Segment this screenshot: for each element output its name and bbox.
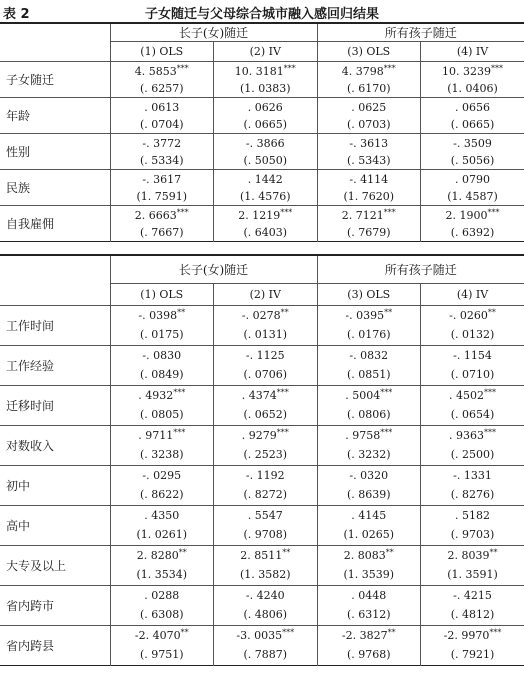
coefficient-value: -. 0278 (241, 309, 281, 323)
standard-error-cell: (. 0665) (421, 116, 524, 134)
row-label: 初中 (0, 465, 110, 505)
coefficient-value: -. 4114 (349, 172, 389, 186)
coefficient-value: 10. 3239 (442, 64, 491, 78)
standard-error-cell: (. 0132) (421, 325, 524, 345)
row-label: 迁移时间 (0, 385, 110, 425)
coefficient-value: . 9363 (449, 429, 484, 443)
coefficient-value: -2. 3827 (341, 629, 388, 643)
table-body (0, 62, 524, 242)
coefficient-cell (317, 206, 421, 224)
coefficient-value: 2. 7121 (341, 208, 384, 222)
coefficient-cell (214, 465, 318, 485)
significance-stars: *** (176, 63, 189, 73)
standard-error-cell: (. 9703) (421, 525, 524, 545)
coefficient-cell (421, 465, 524, 485)
row-label: 工作经验 (0, 345, 110, 385)
standard-error-cell: (1. 3582) (214, 565, 318, 585)
coefficient-cell (317, 625, 421, 645)
standard-error-cell: (. 7921) (421, 645, 524, 665)
table-body (0, 305, 524, 665)
standard-error-cell: (1. 7620) (317, 188, 421, 206)
coefficient-value: . 1442 (247, 172, 283, 186)
standard-error-cell: (. 3232) (317, 445, 421, 465)
table-row (0, 305, 524, 325)
coefficient-value: -. 3509 (453, 136, 492, 150)
coefficient-value: -. 0295 (142, 469, 182, 483)
row-label: 民族 (0, 170, 110, 206)
model-header: (3) OLS (317, 42, 421, 62)
coefficient-cell (421, 425, 524, 445)
coefficient-cell (214, 505, 318, 525)
coefficient-cell (214, 385, 318, 405)
standard-error-cell: (. 5056) (421, 152, 524, 170)
coefficient-cell (317, 545, 421, 565)
coefficient-value: . 4502 (449, 389, 484, 403)
row-label: 性别 (0, 134, 110, 170)
significance-stars: *** (280, 207, 293, 217)
standard-error-cell: (. 3238) (110, 445, 214, 465)
row-label: 工作时间 (0, 305, 110, 345)
standard-error-cell: (. 9708) (214, 525, 318, 545)
coefficient-value: 4. 3798 (341, 64, 384, 78)
standard-error-cell: (1. 0261) (110, 525, 214, 545)
coefficient-cell (317, 62, 421, 80)
group-header-all: 所有孩子随迁 (317, 23, 524, 42)
coefficient-cell (214, 545, 318, 565)
standard-error-cell: (. 0131) (214, 325, 318, 345)
significance-stars: *** (173, 428, 186, 438)
standard-error-cell: (. 0805) (110, 405, 214, 425)
standard-error-cell: (. 8622) (110, 485, 214, 505)
coefficient-cell (214, 206, 318, 224)
coefficient-value: 2. 8083 (343, 549, 386, 563)
standard-error-cell: (. 4812) (421, 605, 524, 625)
coefficient-value: -. 4215 (453, 589, 492, 603)
table-row (0, 385, 524, 405)
significance-stars: ** (180, 628, 189, 638)
group-header-all: 所有孩子随迁 (317, 255, 524, 283)
table-row (0, 62, 524, 80)
row-label: 子女随迁 (0, 62, 110, 98)
coefficient-value: . 9711 (138, 429, 174, 443)
coefficient-value: -. 1154 (453, 349, 492, 363)
group-header-eldest: 长子(女)随迁 (110, 23, 317, 42)
coefficient-value: . 0625 (351, 100, 387, 114)
standard-error-cell: (. 6392) (421, 224, 524, 242)
significance-stars: *** (173, 388, 186, 398)
standard-error-cell: (1. 0406) (421, 80, 524, 98)
coefficient-value: -. 3772 (142, 136, 182, 150)
coefficient-value: -. 1125 (245, 349, 285, 363)
coefficient-cell (317, 134, 421, 152)
standard-error-cell: (. 9751) (110, 645, 214, 665)
model-header: (4) IV (421, 42, 524, 62)
coefficient-value: -. 0830 (142, 349, 182, 363)
coefficient-value: -. 3866 (245, 136, 285, 150)
coefficient-value: -2. 4070 (134, 629, 181, 643)
significance-stars: *** (487, 207, 500, 217)
table-row (0, 585, 524, 605)
standard-error-cell: (. 7679) (317, 224, 421, 242)
significance-stars: *** (491, 63, 503, 73)
coefficient-value: 2. 1900 (445, 208, 488, 222)
significance-stars: *** (489, 628, 502, 638)
coefficient-value: -. 0260 (449, 309, 488, 323)
table-title: 子女随迁与父母综合城市融入感回归结果 (144, 7, 379, 22)
coefficient-cell (110, 425, 214, 445)
standard-error-cell: (. 0704) (110, 116, 214, 134)
standard-error-cell: (. 5334) (110, 152, 214, 170)
coefficient-value: . 4350 (144, 509, 180, 523)
model-header: (2) IV (214, 42, 318, 62)
coefficient-value: 10. 3181 (234, 64, 284, 78)
coefficient-cell (214, 98, 318, 116)
standard-error-cell: (. 2500) (421, 445, 524, 465)
coefficient-cell (317, 305, 421, 325)
coefficient-cell (421, 585, 524, 605)
coefficient-value: . 4374 (241, 389, 277, 403)
coefficient-value: 2. 8511 (240, 549, 283, 563)
group-header-eldest: 长子(女)随迁 (110, 255, 317, 283)
standard-error-cell: (. 0851) (317, 365, 421, 385)
table-row (0, 545, 524, 565)
coefficient-cell (214, 134, 318, 152)
coefficient-cell (110, 98, 214, 116)
coefficient-cell (421, 98, 524, 116)
row-label: 省内跨县 (0, 625, 110, 665)
stub-header (0, 42, 110, 62)
coefficient-value: . 5004 (345, 389, 381, 403)
coefficient-cell (317, 170, 421, 188)
significance-stars: ** (282, 548, 291, 558)
coefficient-value: -. 1331 (453, 469, 492, 483)
coefficient-value: . 0448 (351, 589, 387, 603)
significance-stars: ** (385, 548, 394, 558)
coefficient-cell (317, 98, 421, 116)
coefficient-cell (421, 62, 524, 80)
coefficient-cell (110, 170, 214, 188)
coefficient-value: . 0288 (144, 589, 180, 603)
coefficient-value: 2. 1219 (238, 208, 281, 222)
standard-error-cell: (1. 3539) (317, 565, 421, 585)
coefficient-cell (421, 385, 524, 405)
standard-error-cell: (. 6403) (214, 224, 318, 242)
significance-stars: *** (484, 388, 496, 398)
stub-header (0, 283, 110, 305)
table-row (0, 98, 524, 116)
standard-error-cell: (. 0849) (110, 365, 214, 385)
standard-error-cell: (. 5050) (214, 152, 318, 170)
coefficient-cell (421, 206, 524, 224)
significance-stars: *** (380, 388, 393, 398)
significance-stars: *** (383, 63, 396, 73)
table-row (0, 425, 524, 445)
row-label: 对数收入 (0, 425, 110, 465)
standard-error-cell: (. 2523) (214, 445, 318, 465)
standard-error-cell: (. 0706) (214, 365, 318, 385)
standard-error-cell: (. 6308) (110, 605, 214, 625)
coefficient-cell (421, 305, 524, 325)
coefficient-cell (421, 134, 524, 152)
significance-stars: *** (276, 428, 289, 438)
coefficient-cell (421, 170, 524, 188)
coefficient-value: . 5182 (455, 509, 490, 523)
standard-error-cell: (. 6170) (317, 80, 421, 98)
coefficient-cell (421, 505, 524, 525)
row-label: 省内跨市 (0, 585, 110, 625)
coefficient-value: -. 3617 (142, 172, 182, 186)
coefficient-value: -2. 9970 (443, 629, 490, 643)
coefficient-cell (110, 505, 214, 525)
significance-stars: *** (383, 207, 396, 217)
significance-stars: ** (178, 548, 187, 558)
coefficient-cell (214, 425, 318, 445)
coefficient-value: -. 0398 (138, 309, 178, 323)
coefficient-value: 2. 6663 (134, 208, 177, 222)
coefficient-cell (214, 625, 318, 645)
coefficient-cell (214, 585, 318, 605)
coefficient-cell (110, 625, 214, 645)
coefficient-cell (110, 62, 214, 80)
significance-stars: ** (489, 548, 498, 558)
coefficient-value: 4. 5853 (134, 64, 177, 78)
standard-error-cell: (. 7667) (110, 224, 214, 242)
significance-stars: *** (276, 388, 289, 398)
coefficient-value: . 4145 (351, 509, 387, 523)
standard-error-cell: (. 8639) (317, 485, 421, 505)
standard-error-cell: (1. 0265) (317, 525, 421, 545)
standard-error-cell: (. 7887) (214, 645, 318, 665)
standard-error-cell: (1. 0383) (214, 80, 318, 98)
standard-error-cell: (. 8272) (214, 485, 318, 505)
standard-error-cell: (. 0654) (421, 405, 524, 425)
standard-error-cell: (. 5343) (317, 152, 421, 170)
significance-stars: ** (387, 628, 396, 638)
coefficient-value: . 0626 (247, 100, 283, 114)
standard-error-cell: (1. 4587) (421, 188, 524, 206)
table-row (0, 134, 524, 152)
standard-error-cell: (. 0176) (317, 325, 421, 345)
model-header: (4) IV (421, 283, 524, 305)
significance-stars: *** (283, 63, 296, 73)
table-row (0, 170, 524, 188)
row-label: 高中 (0, 505, 110, 545)
coefficient-cell (110, 585, 214, 605)
standard-error-cell: (. 8276) (421, 485, 524, 505)
significance-stars: *** (484, 428, 496, 438)
coefficient-value: -. 1192 (245, 469, 285, 483)
coefficient-value: . 9758 (345, 429, 381, 443)
coefficient-cell (110, 305, 214, 325)
coefficient-cell (110, 465, 214, 485)
significance-stars: ** (384, 308, 393, 318)
coefficient-cell (421, 345, 524, 365)
coefficient-value: -. 0395 (345, 309, 385, 323)
standard-error-cell: (. 6312) (317, 605, 421, 625)
regression-table-part-2 (0, 254, 524, 666)
table-caption (0, 0, 524, 22)
coefficient-value: -3. 0035 (236, 629, 283, 643)
table-number: 表 2 (3, 7, 30, 22)
regression-table-part-1 (0, 22, 524, 242)
coefficient-cell (317, 505, 421, 525)
significance-stars: ** (177, 308, 186, 318)
coefficient-cell (317, 585, 421, 605)
coefficient-value: . 0790 (455, 172, 490, 186)
standard-error-cell: (. 0806) (317, 405, 421, 425)
stub-header (0, 255, 110, 283)
coefficient-value: -. 3613 (349, 136, 389, 150)
coefficient-value: -. 0320 (349, 469, 389, 483)
significance-stars: *** (282, 628, 295, 638)
model-header: (1) OLS (110, 283, 214, 305)
coefficient-cell (317, 385, 421, 405)
table-row (0, 505, 524, 525)
coefficient-value: 2. 8280 (136, 549, 179, 563)
standard-error-cell: (. 0665) (214, 116, 318, 134)
row-label: 自我雇佣 (0, 206, 110, 242)
coefficient-cell (317, 425, 421, 445)
significance-stars: ** (487, 308, 496, 318)
standard-error-cell: (. 9768) (317, 645, 421, 665)
coefficient-value: 2. 8039 (447, 549, 490, 563)
coefficient-cell (110, 134, 214, 152)
standard-error-cell: (. 0710) (421, 365, 524, 385)
model-header: (2) IV (214, 283, 318, 305)
table-row (0, 465, 524, 485)
stub-header (0, 23, 110, 42)
coefficient-cell (110, 345, 214, 365)
coefficient-value: . 9279 (241, 429, 277, 443)
coefficient-cell (421, 625, 524, 645)
row-label: 年龄 (0, 98, 110, 134)
standard-error-cell: (. 0175) (110, 325, 214, 345)
coefficient-value: -. 4240 (245, 589, 285, 603)
standard-error-cell: (. 0703) (317, 116, 421, 134)
coefficient-cell (214, 62, 318, 80)
significance-stars: ** (280, 308, 289, 318)
coefficient-cell (110, 545, 214, 565)
coefficient-cell (110, 206, 214, 224)
standard-error-cell: (1. 3534) (110, 565, 214, 585)
coefficient-value: . 0656 (455, 100, 490, 114)
significance-stars: *** (176, 207, 189, 217)
standard-error-cell: (. 4806) (214, 605, 318, 625)
table-row (0, 625, 524, 645)
table-row (0, 345, 524, 365)
coefficient-value: . 0613 (144, 100, 180, 114)
coefficient-cell (214, 345, 318, 365)
coefficient-value: . 5547 (247, 509, 283, 523)
coefficient-value: . 4932 (138, 389, 174, 403)
coefficient-cell (317, 345, 421, 365)
coefficient-value: -. 0832 (349, 349, 389, 363)
coefficient-cell (110, 385, 214, 405)
standard-error-cell: (1. 4576) (214, 188, 318, 206)
coefficient-cell (214, 170, 318, 188)
model-header: (1) OLS (110, 42, 214, 62)
standard-error-cell: (1. 7591) (110, 188, 214, 206)
significance-stars: *** (380, 428, 393, 438)
standard-error-cell: (1. 3591) (421, 565, 524, 585)
row-label: 大专及以上 (0, 545, 110, 585)
model-header: (3) OLS (317, 283, 421, 305)
standard-error-cell: (. 6257) (110, 80, 214, 98)
table-row (0, 206, 524, 224)
watermark (374, 650, 504, 680)
coefficient-cell (421, 545, 524, 565)
standard-error-cell: (. 0652) (214, 405, 318, 425)
coefficient-cell (214, 305, 318, 325)
coefficient-cell (317, 465, 421, 485)
